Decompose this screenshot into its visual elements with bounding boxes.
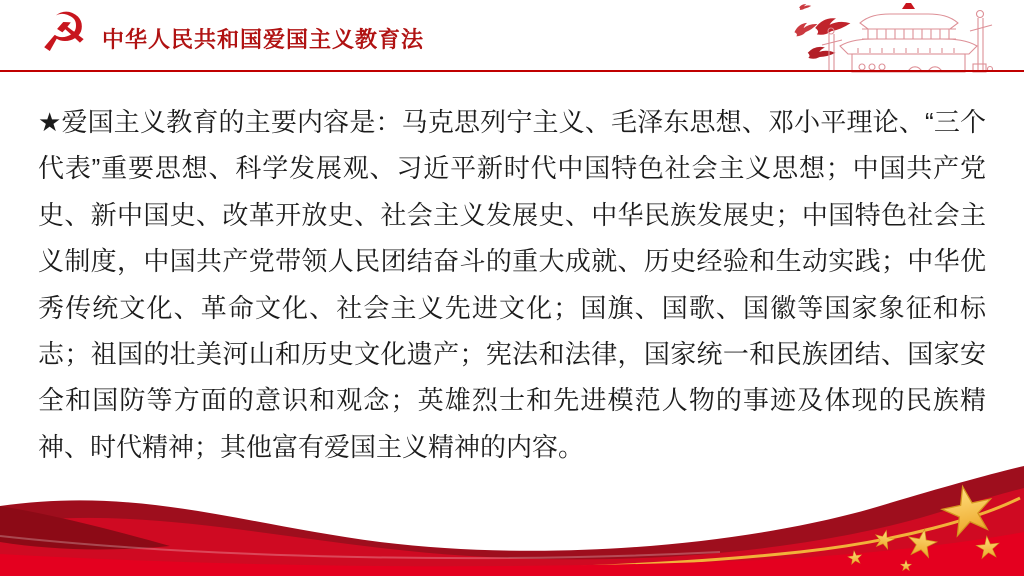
slide-body bbox=[38, 99, 986, 470]
body-paragraph: ★爱国主义教育的主要内容是：马克思列宁主义、毛泽东思想、邓小平理论、“三个代表”重要思想、科学发展观、习近平新时代中国特色社会主义思想；中国共产党史、新中国史、改革开放史、社会主义发展史、中华民族发展史；中国特色社会主义制度，中国共产党带领人民团结奋斗的重大成就、历史经验和生动实践；中华优秀传统文化、革命文化、社会主义先进文化；国旗、国歌、国徽等国家象征和标志；祖国的壮美河山和历史文化遗产；宪法和法律，国家统一和民族团结、国家安全和国防等方面的意识和观念；英雄烈士和先进模范人物的事迹及体现的民族精神、时代精神；其他富有爱国主义精神的内容。 bbox=[38, 107, 986, 462]
doves-icon bbox=[793, 4, 850, 62]
party-emblem-icon: ☭ bbox=[39, 3, 89, 63]
header-divider-line bbox=[0, 70, 1024, 72]
slide-header bbox=[0, 0, 1024, 72]
tiananmen-line-art-icon bbox=[822, 3, 993, 72]
slide-title: 中华人民共和国爱国主义教育法 bbox=[102, 27, 425, 52]
bottom-ribbon-decoration bbox=[0, 446, 1024, 576]
top-right-decoration bbox=[712, 0, 1012, 80]
